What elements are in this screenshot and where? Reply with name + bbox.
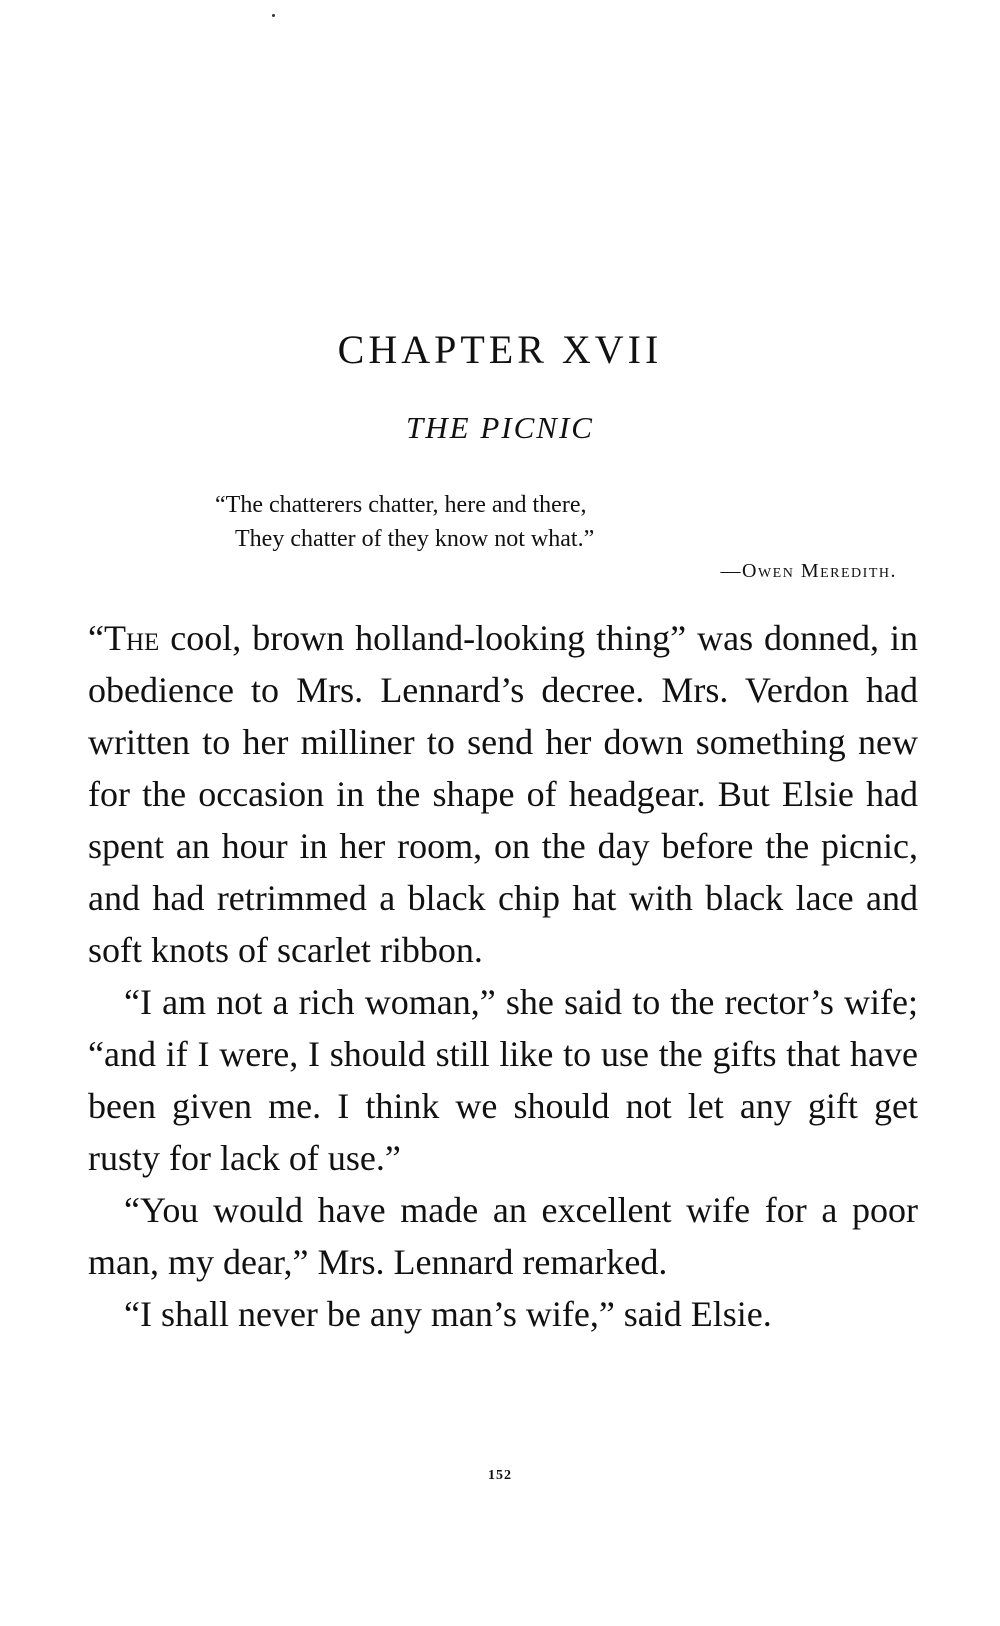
paragraph-3: “You would have made an excellent wife for a poor man, my dear,” Mrs. Lennard remarked. (88, 1190, 918, 1282)
paragraph-1 (88, 612, 918, 976)
paragraph-text: cool, brown holland-looking thing” was donned, in obedience to Mrs. Lennard’s decree. Mrs. Verdon had written to her milliner to send her down something new for the occasion in the shape of headgear. But Elsie had spent an hour in her room, on the day before the picnic, and had retrimmed a black chip hat with black lace and soft knots of scarlet ribbon. (88, 618, 918, 970)
print-speck (272, 14, 275, 17)
chapter-heading: CHAPTER XVII (337, 327, 663, 372)
body-text (88, 612, 918, 1340)
epigraph-attribution: —Owen Meredith. (720, 560, 897, 582)
epigraph-line-2: They chatter of they know not what.” (235, 526, 595, 552)
paragraph-2: “I am not a rich woman,” she said to the rector’s wife; “and if I were, I should still like to use the gifts that have been given me. I think we should not let any gift get rusty for lack of use.” (88, 982, 918, 1178)
page-number: 152 (488, 1468, 512, 1483)
paragraph-lead: “The (88, 618, 160, 658)
paragraph-4: “I shall never be any man’s wife,” said Elsie. (124, 1294, 772, 1334)
epigraph (215, 488, 915, 586)
chapter-title: THE PICNIC (406, 410, 594, 445)
epigraph-line-1: “The chatterers chatter, here and there, (215, 492, 587, 518)
